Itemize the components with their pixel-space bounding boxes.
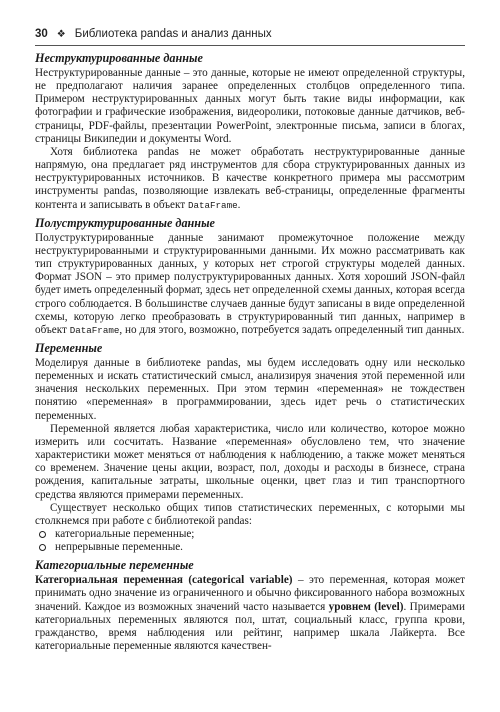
- heading-variables: Переменные: [35, 340, 103, 355]
- term-level: уровнем (level): [328, 600, 404, 613]
- heading-categorical: Категориальные переменные: [35, 558, 194, 573]
- text-run: , но для этого, возможно, потребуется задать определенный тип данных.: [119, 323, 465, 336]
- circle-bullet-icon: [39, 544, 46, 551]
- text-run: Полуструктурированные данные занимают промежуточное положение между неструктурированными и структурированными данными. Их можно рассматривать как тип структурированных данных, у которых нет строгой структуры моделей данных. Формат JSON – это пример полуструктурированных данных. Хотя хороший JSON-файл будет иметь определенный формат, здесь нет определенной схемы данных, которая всегда строго соблюдается. В большинстве случаев данные будут записаны в виде определенной схемы, которую легко преобразовать в структурированный тип данных, например в объект: [35, 231, 465, 336]
- text-run: – это переменная, которая может принимать одно значение из ограниченного и обычно фиксированного набора возможных значений. Каждое из возможных значений часто называется: [35, 574, 466, 613]
- code-dataframe: DataFrame: [187, 199, 238, 211]
- header-ornament-icon: ❖: [56, 28, 66, 40]
- list-item: [39, 541, 465, 554]
- text-run: . Примерами категориальных переменных являются пол, штат, социальный класс, группа крови, гражданство, время наблюдения или рейтинг, например шкала Лайкерта. Все категориальные переменные являются качествен-: [35, 600, 465, 653]
- list-item-text: категориальные переменные;: [55, 528, 195, 540]
- code-dataframe: DataFrame: [69, 324, 120, 336]
- paragraph-variables-1: Моделируя данные в библиотеке pandas, мы будем исследовать одну или несколько переменных и искать статистический смысл, анализируя значения этой переменной или значения нескольких переменных. При этом термин «переменная» не тождествен понятию «переменная» в программировании, здесь идет речь о статистических переменных.: [35, 356, 465, 422]
- paragraph-variables-3: Существует несколько общих типов статистических переменных, с которыми мы столкнемся при работе с библиотекой pandas:: [35, 501, 465, 527]
- paragraph-unstructured-1: Неструктурированные данные – это данные, которые не имеют определенной структуры, не предполагают наличия заранее определенных столбцов определенного типа. Примером неструктурированных данных могут быть такие виды информации, как фотографии и графические изображения, видеоролики, потоковые данные датчиков, веб-страницы, PDF-файлы, презентации PowerPoint, электронные письма, записи в блогах, страницы Википедии и документы Word.: [35, 67, 465, 145]
- circle-bullet-icon: [39, 531, 46, 538]
- variable-types-list: [35, 528, 465, 554]
- heading-unstructured: Неструктурированные данные: [35, 51, 203, 65]
- book-title: Библиотека pandas и анализ данных: [74, 28, 272, 40]
- term-categorical-variable: Категориальная переменная (categorical variable): [35, 574, 293, 587]
- list-item: [39, 528, 465, 541]
- page-number: 30: [35, 28, 48, 40]
- paragraph-categorical: [35, 574, 465, 653]
- heading-semi-structured: Полуструктурированные данные: [35, 215, 215, 230]
- list-item-text: непрерывные переменные.: [55, 541, 183, 554]
- text-run: .: [237, 198, 241, 211]
- paragraph-semi-structured: [35, 232, 465, 337]
- paragraph-variables-2: Переменной является любая характеристика, число или количество, которое можно измерить или сосчитать. Название «переменная» обусловлено тем, что значение характеристики может меняться от наблюдения к наблюдению, а также может меняться со временем. Значение цены акции, возраст, пол, доходы и расходы в бизнесе, страна рождения, капитальные затраты, школьные оценки, цвет глаз и тип транспортного средства являются примерами переменных.: [35, 422, 465, 501]
- text-run: Хотя библиотека pandas не может обработать неструктурированные данные напрямую, она предлагает ряд инструментов для сбора структурированных данных из неструктурированных источников. В качестве конкретного примера мы рассмотрим инструменты pandas, позволяющие извлекать веб-страницы, определенные фрагменты контента и записывать в объект: [35, 145, 465, 211]
- running-header: [35, 28, 465, 46]
- paragraph-unstructured-2: [35, 146, 465, 212]
